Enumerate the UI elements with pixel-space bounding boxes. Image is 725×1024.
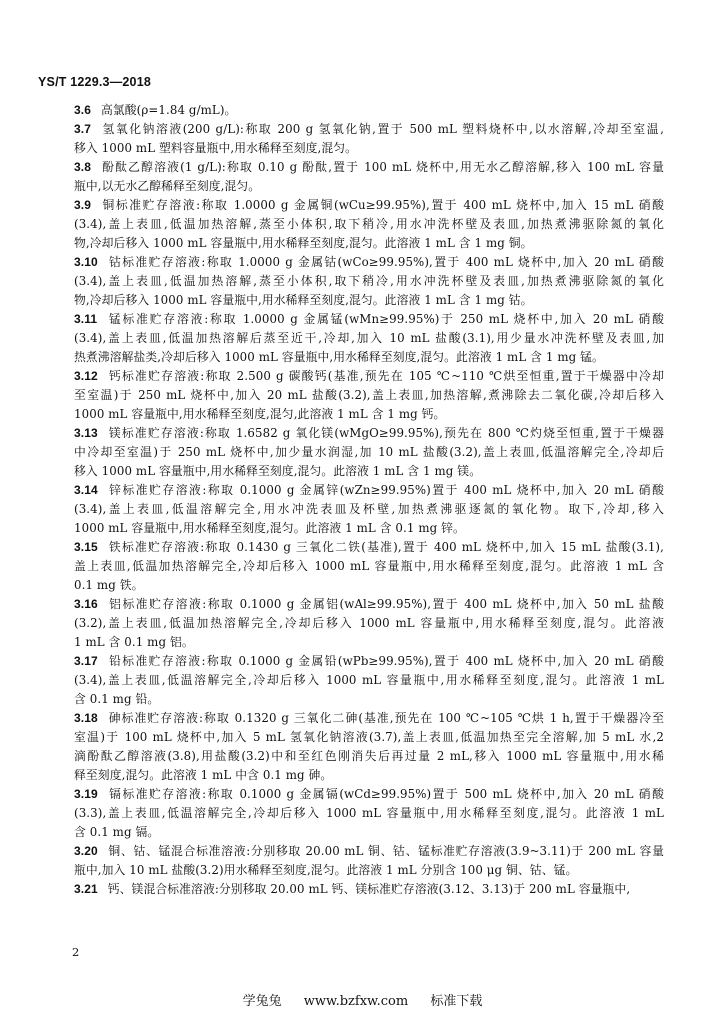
clause-number: 3.8 (74, 160, 91, 174)
clause-text: 铁标准贮存溶液:称取 0.1430 g 三氧化二铁(基准),置于 400 mL 烧杯中,加入 15 mL 盐酸(3.1), (107, 540, 664, 554)
clause-text: (3.3),盖上表皿,低温溶解完全,冷却后移入 1000 mL 容量瓶中,用水稀释至刻度,混匀。此溶液 1 mL (74, 806, 664, 820)
clause-text: (3.4),盖上表皿,低温溶解完全,用水冲洗表皿及杯壁,加热煮沸驱逐氮的氧化物。取下,冷却,移入 (74, 502, 664, 516)
clause-text: 1000 mL 容量瓶中,用水稀释至刻度,混匀,此溶液 1 mL 含 1 mg 钙。 (74, 407, 446, 421)
clause-line (74, 101, 664, 120)
clause-line (74, 348, 664, 367)
clause-line (74, 747, 664, 766)
clause-text: 酚酞乙醇溶液(1 g/L):称取 0.10 g 酚酞,置于 100 mL 烧杯中,用无水乙醇溶解,移入 100 mL 容量 (100, 160, 664, 174)
clause-text: (3.4),盖上表皿,低温加热溶解,蒸至小体积,取下稍冷,用水冲洗杯壁及表皿,加热煮沸驱除氮的氧化 (74, 274, 664, 288)
clause-line (74, 633, 664, 652)
clause-text: 室温)于 100 mL 烧杯中,加入 5 mL 氢氧化钠溶液(3.7),盖上表皿,低温加热至完全溶解,加 5 mL 水,2 (74, 730, 664, 744)
clause-text: 移入 1000 mL 容量瓶中,用水稀释至刻度,混匀。此溶液 1 mL 含 1 mg 镁。 (74, 464, 482, 478)
clause-number: 3.21 (74, 882, 98, 896)
clause-text: 热煮沸溶解盐类,冷却后移入 1000 mL 容量瓶中,用水稀释至刻度,混匀。此溶液 1 mL 含 1 mg 锰。 (74, 350, 604, 364)
clause-number: 3.12 (74, 369, 98, 383)
clause-line (74, 139, 664, 158)
clause-text: 镁标准贮存溶液:称取 1.6582 g 氧化镁(wMgO≥99.95%),预先在 800 ℃灼烧至恒重,置于干燥器 (107, 426, 664, 440)
clause-line (74, 652, 664, 671)
clause-line (74, 690, 664, 709)
document-body (74, 101, 664, 899)
clause-number: 3.11 (74, 312, 98, 326)
clause-line (74, 120, 664, 139)
clause-text: 盖上表皿,低温加热溶解完全,冷却后移入 1000 mL 容量瓶中,用水稀释至刻度,混匀。此溶液 1 mL 含 (74, 559, 664, 573)
clause-line (74, 766, 664, 785)
clause-3-17 (74, 652, 664, 709)
clause-line (74, 709, 664, 728)
clause-line (74, 500, 664, 519)
clause-number: 3.15 (74, 540, 98, 554)
clause-line (74, 538, 664, 557)
clause-line (74, 386, 664, 405)
clause-text: 滴酚酞乙醇溶液(3.8),用盐酸(3.2)中和至红色刚消失后再过量 2 mL,移入 1000 mL 容量瓶中,用水稀 (74, 749, 664, 763)
clause-text: 1000 mL 容量瓶中,用水稀释至刻度,混匀。此溶液 1 mL 含 0.1 mg 锌。 (74, 521, 465, 535)
clause-line (74, 196, 664, 215)
clause-line (74, 519, 664, 538)
clause-line (74, 158, 664, 177)
clause-text: 含 0.1 mg 铅。 (74, 692, 160, 706)
clause-3-6 (74, 101, 664, 120)
clause-text: 释至刻度,混匀。此溶液 1 mL 中含 0.1 mg 砷。 (74, 768, 333, 782)
clause-3-14 (74, 481, 664, 538)
clause-text: 至室温)于 250 mL 烧杯中,加入 20 mL 盐酸(3.2),盖上表皿,加热溶解,煮沸除去二氧化碳,冷却后移入 (74, 388, 664, 402)
clause-text: 瓶中,以无水乙醇稀释至刻度,混匀。 (74, 179, 261, 193)
clause-line (74, 576, 664, 595)
clause-text: 物,冷却后移入 1000 mL 容量瓶中,用水稀释至刻度,混匀。此溶液 1 mL 含 1 mg 钴。 (74, 293, 533, 307)
clause-text: 铜、钴、锰混合标准溶液:分别移取 20.00 mL 铜、钴、锰标准贮存溶液(3.9~3.11)于 200 mL 容量 (107, 844, 664, 858)
clause-3-19 (74, 785, 664, 842)
clause-line (74, 291, 664, 310)
clause-number: 3.19 (74, 787, 98, 801)
clause-line (74, 272, 664, 291)
clause-text: 镉标准贮存溶液:称取 0.1000 g 金属镉(wCd≥99.95%)置于 500 mL 烧杯中,加入 20 mL 硝酸 (107, 787, 664, 801)
clause-text: 锰标准贮存溶液:称取 1.0000 g 金属锰(wMn≥99.95%)于 250 mL 烧杯中,加入 20 mL 硝酸 (107, 312, 664, 326)
clause-number: 3.16 (74, 597, 98, 611)
clause-line (74, 215, 664, 234)
clause-line (74, 671, 664, 690)
clause-line (74, 481, 664, 500)
clause-3-20 (74, 842, 664, 880)
clause-line (74, 557, 664, 576)
clause-number: 3.6 (74, 103, 91, 117)
clause-number: 3.17 (74, 654, 98, 668)
clause-number: 3.13 (74, 426, 98, 440)
clause-line (74, 804, 664, 823)
clause-line (74, 367, 664, 386)
clause-text: 中冷却至室温)于 250 mL 烧杯中,加少量水润湿,加 10 mL 盐酸(3.2),盖上表皿,低温溶解完全,冷却后 (74, 445, 664, 459)
clause-line (74, 880, 664, 899)
clause-line (74, 253, 664, 272)
clause-3-7 (74, 120, 664, 158)
clause-text: (3.2),盖上表皿,低温加热溶解完全,冷却后移入 1000 mL 容量瓶中,用水稀释至刻度,混匀。此溶液 (74, 616, 664, 630)
clause-text: 铅标准贮存溶液:称取 0.1000 g 金属铅(wPb≥99.95%),置于 400 mL 烧杯中,加入 20 mL 硝酸 (107, 654, 664, 668)
footer-site-name: 学兔兔 (242, 994, 282, 1009)
footer-tagline: 标准下载 (430, 994, 483, 1009)
clause-line (74, 785, 664, 804)
clause-number: 3.10 (74, 255, 98, 269)
clause-line (74, 329, 664, 348)
standard-number: YS/T 1229.3—2018 (38, 75, 151, 89)
clause-3-11 (74, 310, 664, 367)
clause-text: 铝标准贮存溶液:称取 0.1000 g 金属铝(wAl≥99.95%),置于 400 mL 烧杯中,加入 50 mL 盐酸 (107, 597, 664, 611)
clause-3-15 (74, 538, 664, 595)
clause-text: 铜标准贮存溶液:称取 1.0000 g 金属铜(wCu≥99.95%),置于 400 mL 烧杯中,加入 15 mL 硝酸 (100, 198, 664, 212)
clause-text: (3.4),盖上表皿,低温加热溶解,蒸至小体积,取下稍冷,用水冲洗杯壁及表皿,加热煮沸驱除氮的氧化 (74, 217, 664, 231)
clause-text: (3.4),盖上表皿,低温加热溶解后蒸至近干,冷却,加入 10 mL 盐酸(3.1),用少量水冲洗杯壁及表皿,加 (74, 331, 664, 345)
clause-text: 含 0.1 mg 镉。 (74, 825, 160, 839)
clause-text: 0.1 mg 铁。 (74, 578, 144, 592)
clause-text: 瓶中,加入 10 mL 盐酸(3.2)用水稀释至刻度,混匀。此溶液 1 mL 分别含 100 μg 铜、钴、锰。 (74, 863, 578, 877)
clause-line (74, 842, 664, 861)
page-number: 2 (72, 945, 80, 959)
clause-number: 3.18 (74, 711, 98, 725)
clause-line (74, 595, 664, 614)
clause-text: 氢氧化钠溶液(200 g/L):称取 200 g 氢氧化钠,置于 500 mL 塑料烧杯中,以水溶解,冷却至室温, (100, 122, 664, 136)
clause-3-18 (74, 709, 664, 785)
clause-number: 3.14 (74, 483, 98, 497)
clause-line (74, 443, 664, 462)
clause-text: 物,冷却后移入 1000 mL 容量瓶中,用水稀释至刻度,混匀。此溶液 1 mL 含 1 mg 铜。 (74, 236, 533, 250)
clause-text: 移入 1000 mL 塑料容量瓶中,用水稀释至刻度,混匀。 (74, 141, 358, 155)
clause-number: 3.20 (74, 844, 98, 858)
clause-line (74, 823, 664, 842)
clause-line (74, 424, 664, 443)
clause-3-8 (74, 158, 664, 196)
clause-line (74, 614, 664, 633)
clause-text: 高氯酸(ρ=1.84 g/mL)。 (100, 103, 237, 117)
clause-text: 钙标准贮存溶液:称取 2.500 g 碳酸钙(基准,预先在 105 ℃~110 ℃烘至恒重,置于干燥器中冷却 (107, 369, 664, 383)
clause-text: 锌标准贮存溶液:称取 0.1000 g 金属锌(wZn≥99.95%)置于 400 mL 烧杯中,加入 20 mL 硝酸 (107, 483, 664, 497)
clause-text: 钙、镁混合标准溶液:分别移取 20.00 mL 钙、镁标准贮存溶液(3.12、3.13)于 200 mL 容量瓶中, (107, 882, 631, 896)
clause-number: 3.9 (74, 198, 91, 212)
clause-3-13 (74, 424, 664, 481)
clause-line (74, 462, 664, 481)
clause-line (74, 405, 664, 424)
clause-number: 3.7 (74, 122, 91, 136)
clause-3-12 (74, 367, 664, 424)
clause-text: (3.4),盖上表皿,低温溶解完全,冷却后移入 1000 mL 容量瓶中,用水稀释至刻度,混匀。此溶液 1 mL (74, 673, 664, 687)
clause-line (74, 177, 664, 196)
clause-3-9 (74, 196, 664, 253)
clause-line (74, 728, 664, 747)
clause-text: 钴标准贮存溶液:称取 1.0000 g 金属钴(wCo≥99.95%),置于 400 mL 烧杯中,加入 20 mL 硝酸 (107, 255, 664, 269)
clause-text: 砷标准贮存溶液:称取 0.1320 g 三氧化二砷(基准,预先在 100 ℃~105 ℃烘 1 h,置于干燥器冷至 (107, 711, 664, 725)
clause-line (74, 234, 664, 253)
clause-3-16 (74, 595, 664, 652)
clause-3-21 (74, 880, 664, 899)
clause-3-10 (74, 253, 664, 310)
footer-watermark (0, 990, 725, 1009)
clause-line (74, 310, 664, 329)
clause-text: 1 mL 含 0.1 mg 铝。 (74, 635, 194, 649)
clause-line (74, 861, 664, 880)
footer-url[interactable]: www.bzfxw.com (303, 994, 409, 1009)
